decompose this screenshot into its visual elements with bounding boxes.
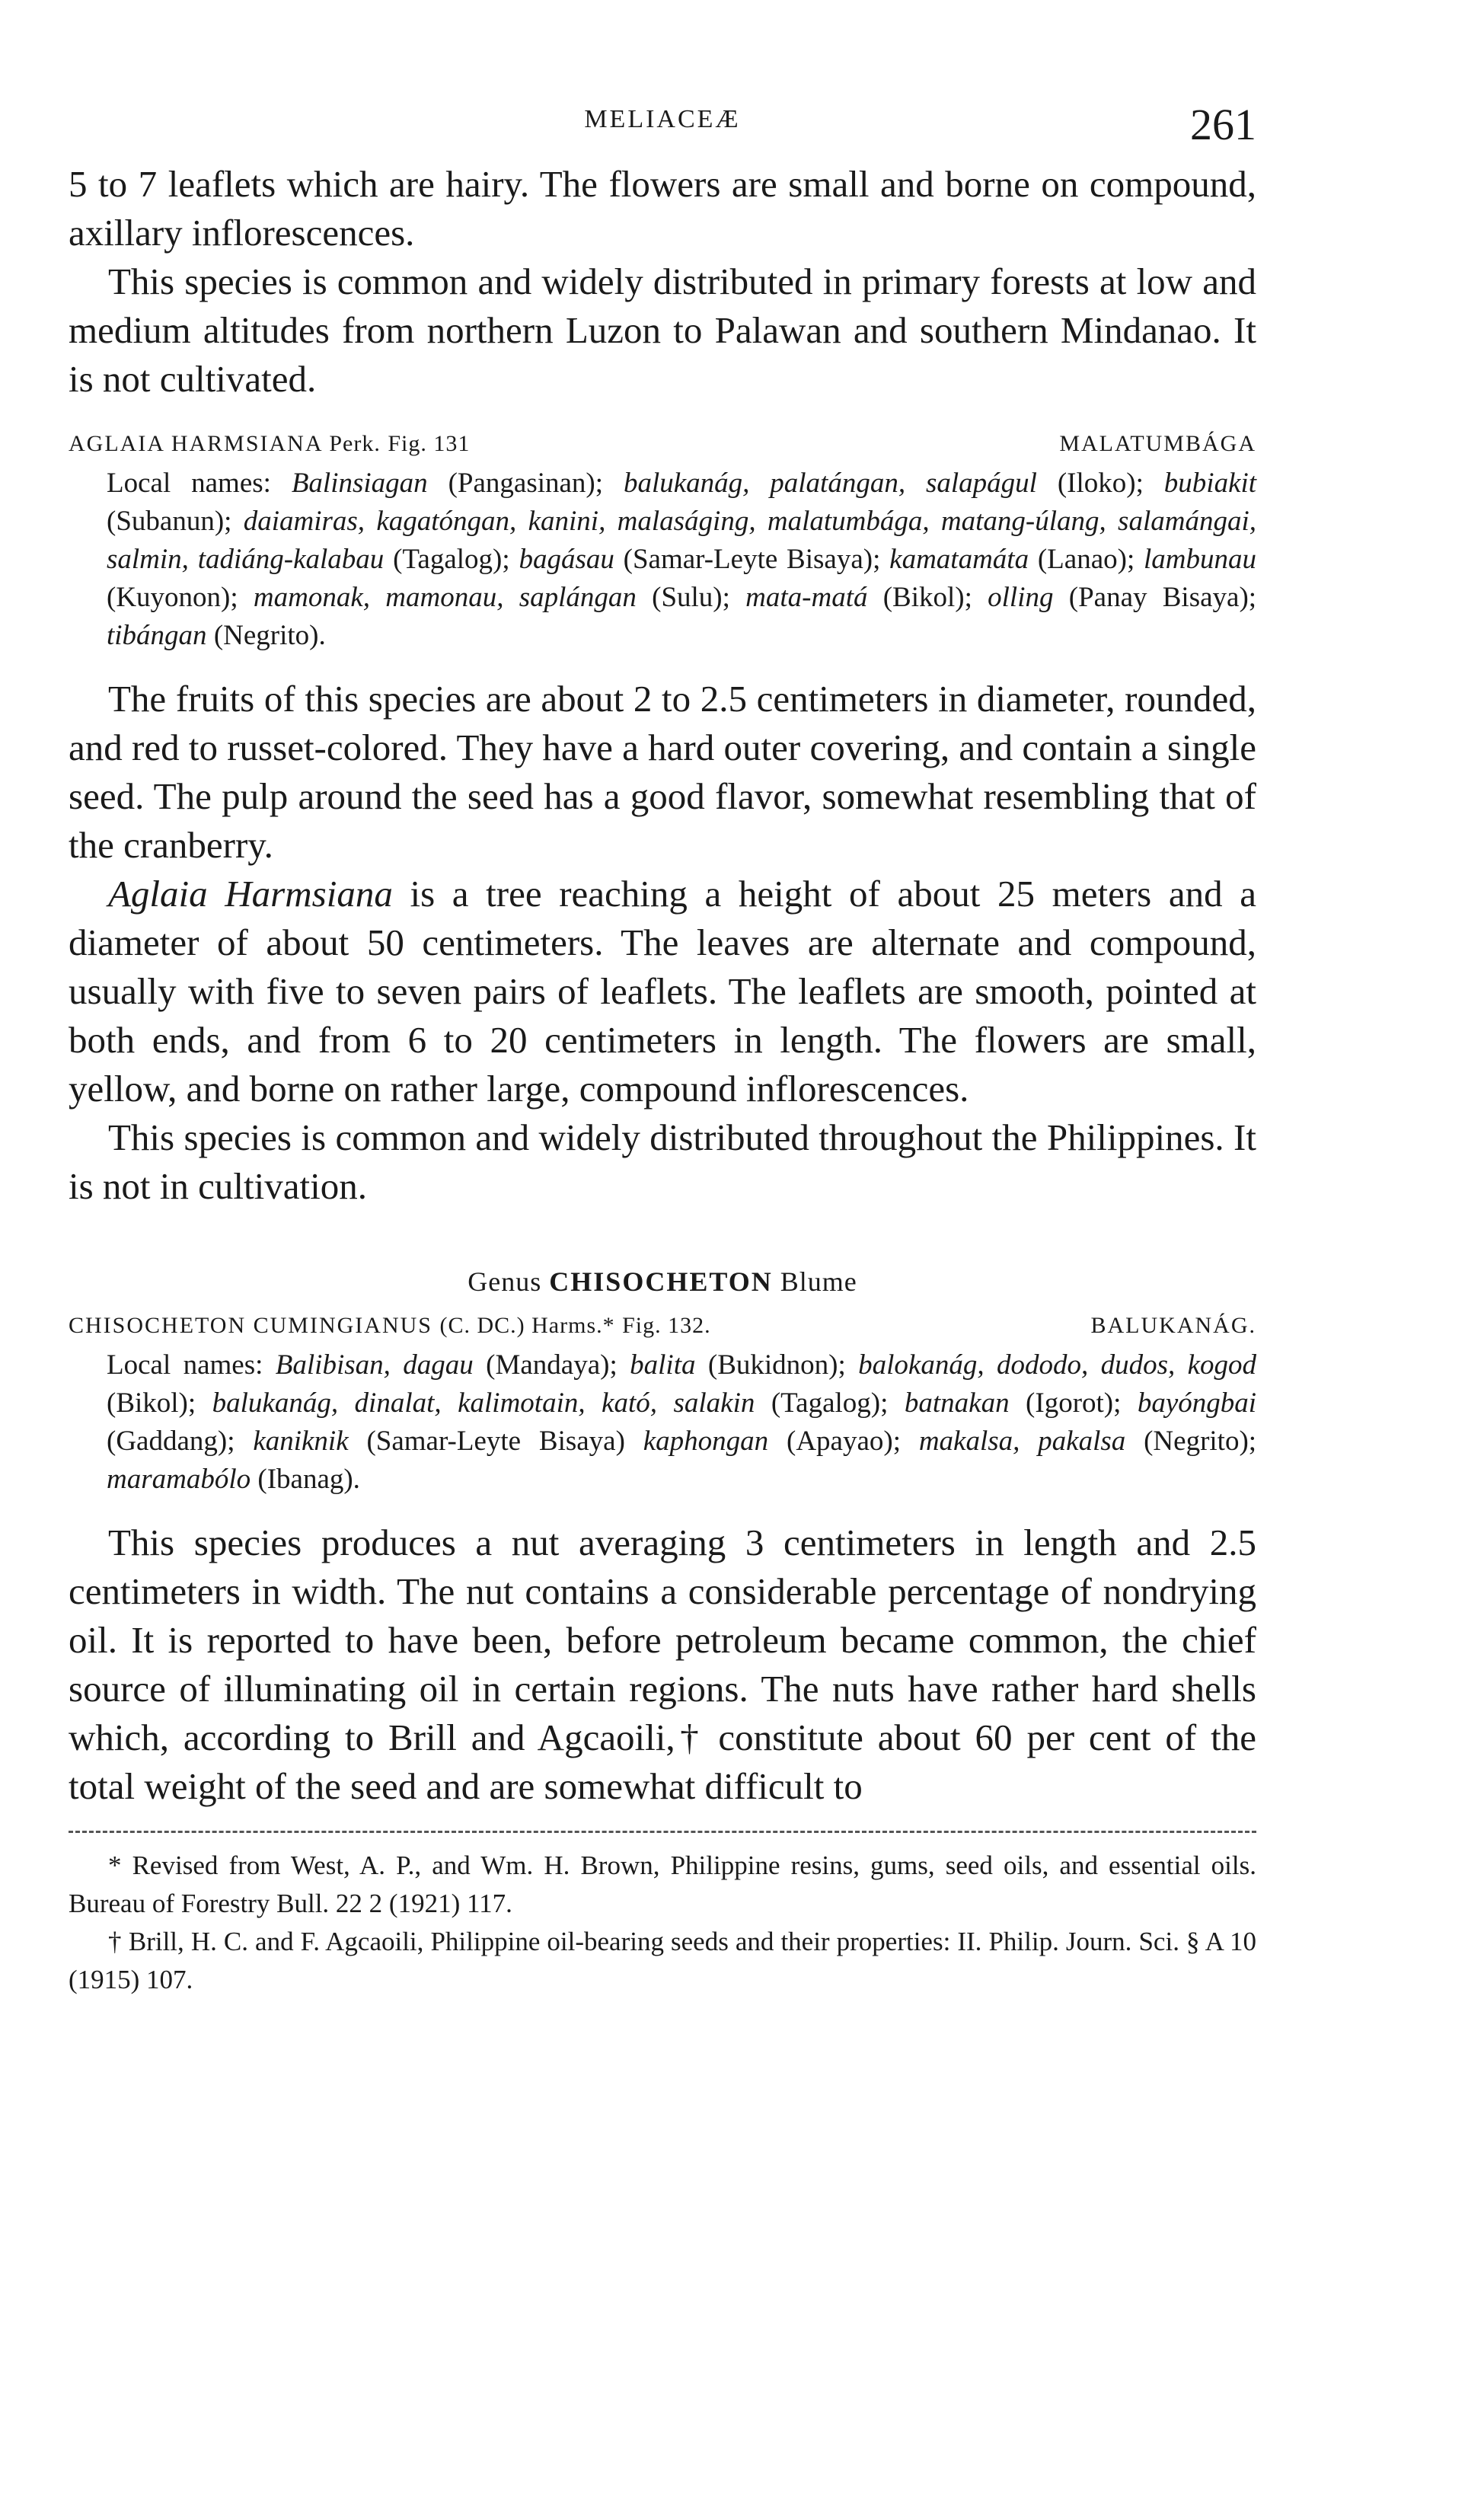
local-name: makalsa, pakalsa [918,1426,1126,1457]
local-region: (Panay Bisaya); [1068,582,1257,613]
tree-description-paragraph [69,870,1256,1113]
distribution-paragraph: This species is common and widely distributed in primary forests at low and medium altitudes from northern Luzon to Palawan and southern Mindanao. It is not cultivated. [69,260,1256,400]
local-name: balukanág, palatángan, salapágul [623,468,1037,499]
genus-name: CHISOCHETON [549,1266,773,1297]
local-region: (Bukidnon); [707,1349,846,1381]
species-name: CHISOCHETON CUMINGIANUS [69,1313,432,1338]
species-heading-aglaia [69,431,1256,457]
local-region: (Kuyonon); [107,582,238,613]
species-title [69,1313,711,1339]
local-name: balita [630,1349,696,1381]
local-name: kaphongan [643,1426,769,1457]
local-names-label: Local names: [107,1349,263,1381]
local-name: maramabólo [107,1464,251,1495]
local-name: mata-matá [745,582,868,613]
local-name: kaniknik [253,1426,349,1457]
page-header [69,99,1256,160]
local-name: Balibisan, dagau [275,1349,474,1381]
local-name: balokanág, dododo, dudos, kogod [858,1349,1257,1381]
common-name: MALATUMBÁGA [1059,431,1256,456]
local-region: (Tagalog); [771,1387,889,1419]
local-region: (Ibanag). [257,1464,360,1495]
local-names-aglaia [107,465,1256,655]
local-name: olling [988,582,1054,613]
local-region: (Sulu); [652,582,730,613]
local-name: mamonak, mamonau, saplángan [253,582,637,613]
local-name: balukanág, dinalat, kalimotain, kató, salakin [212,1387,755,1419]
species-italic-name: Aglaia Harmsiana [108,873,393,915]
genus-authority: Blume [780,1266,857,1297]
local-region: (Samar-Leyte Bisaya) [366,1426,625,1457]
figure-reference: Fig. 131 [388,431,471,456]
species-name: AGLAIA HARMSIANA [69,431,322,456]
local-names-label: Local names: [107,468,271,499]
local-name: bagásau [519,544,614,575]
local-name: batnakan [904,1387,1010,1419]
species-heading-chisocheton [69,1313,1256,1339]
local-region: (Samar-Leyte Bisaya); [623,544,881,575]
nut-description-paragraph: This species produces a nut averaging 3 centimeters in length and 2.5 centimeters in width. The nut contains a considerable percentage of nondrying oil. It is reported to have been, before petroleum became common, the chief source of illuminating oil in certain regions. The nuts have rather hard shells which, according to Brill and Agcaoili,† constitute about 60 per cent of the total weight of the seed and are somewhat difficult to [69,1522,1256,1807]
local-region: (Pangasinan); [448,468,604,499]
tree-description-text: is a tree reaching a height of about 25 meters and a diameter of about 50 centimeters. The leaves are alternate and compound, usually with five to seven pairs of leaflets. The leaflets are smooth, pointed at both ends, and from 6 to 20 centimeters in length. The flowers are small, yellow, and borne on rather large, compound inflorescences. [69,873,1256,1110]
local-region: (Negrito); [1144,1426,1257,1457]
local-region: (Apayao); [787,1426,901,1457]
footnote-divider [69,1831,1256,1833]
common-name: BALUKANÁG. [1090,1313,1256,1338]
local-name: bubiakit [1163,468,1257,499]
local-region: (Gaddang); [107,1426,235,1457]
figure-reference: Fig. 132. [622,1313,711,1338]
local-region: (Igorot); [1026,1387,1122,1419]
local-region: (Iloko); [1057,468,1144,499]
continued-paragraph: 5 to 7 leaflets which are hairy. The flowers are small and borne on compound, axillary inflorescences. [69,163,1256,254]
aglaia-distribution-paragraph: This species is common and widely distributed throughout the Philippines. It is not in cultivation. [69,1116,1256,1207]
local-name: Balinsiagan [291,468,428,499]
local-region: (Bikol); [882,582,972,613]
local-region: (Negrito). [213,620,326,651]
species-title [69,431,470,457]
local-name: lambunau [1144,544,1257,575]
footnote: * Revised from West, A. P., and Wm. H. Brown, Philippine resins, gums, seed oils, and essential oils. Bureau of Forestry Bull. 22 2 (1921) 117. [69,1850,1256,1918]
local-region: (Lanao); [1037,544,1135,575]
page [69,99,1256,1999]
species-authority: Perk. [329,431,381,456]
local-region: (Tagalog); [393,544,510,575]
local-region: (Mandaya); [486,1349,618,1381]
local-name: tibángan [107,620,207,651]
local-name: bayóngbai [1137,1387,1257,1419]
page-number: 261 [1190,100,1256,149]
genus-heading [69,1266,1256,1298]
genus-word: Genus [468,1266,542,1297]
local-name: kamatamáta [889,544,1029,575]
running-head: MELIACEÆ [584,105,741,133]
local-names-chisocheton [107,1346,1256,1499]
footnote: † Brill, H. C. and F. Agcaoili, Philippine oil-bearing seeds and their properties: II. Philip. Journ. Sci. § A 10 (1915) 107. [69,1927,1256,1994]
local-region: (Bikol); [107,1387,196,1419]
species-authority: (C. DC.) Harms.* [439,1313,615,1338]
fruit-description-paragraph: The fruits of this species are about 2 to 2.5 centimeters in diameter, rounded, and red to russet-colored. They have a hard outer covering, and contain a single seed. The pulp around the seed has a good flavor, somewhat resembling that of the cranberry. [69,678,1256,866]
local-name: daiamiras, kagatóngan, kanini, malaságing, malatumbága, matang-úlang, salamángai, salmin, tadiáng-kalabau [107,506,1256,575]
local-region: (Subanun); [107,506,232,537]
